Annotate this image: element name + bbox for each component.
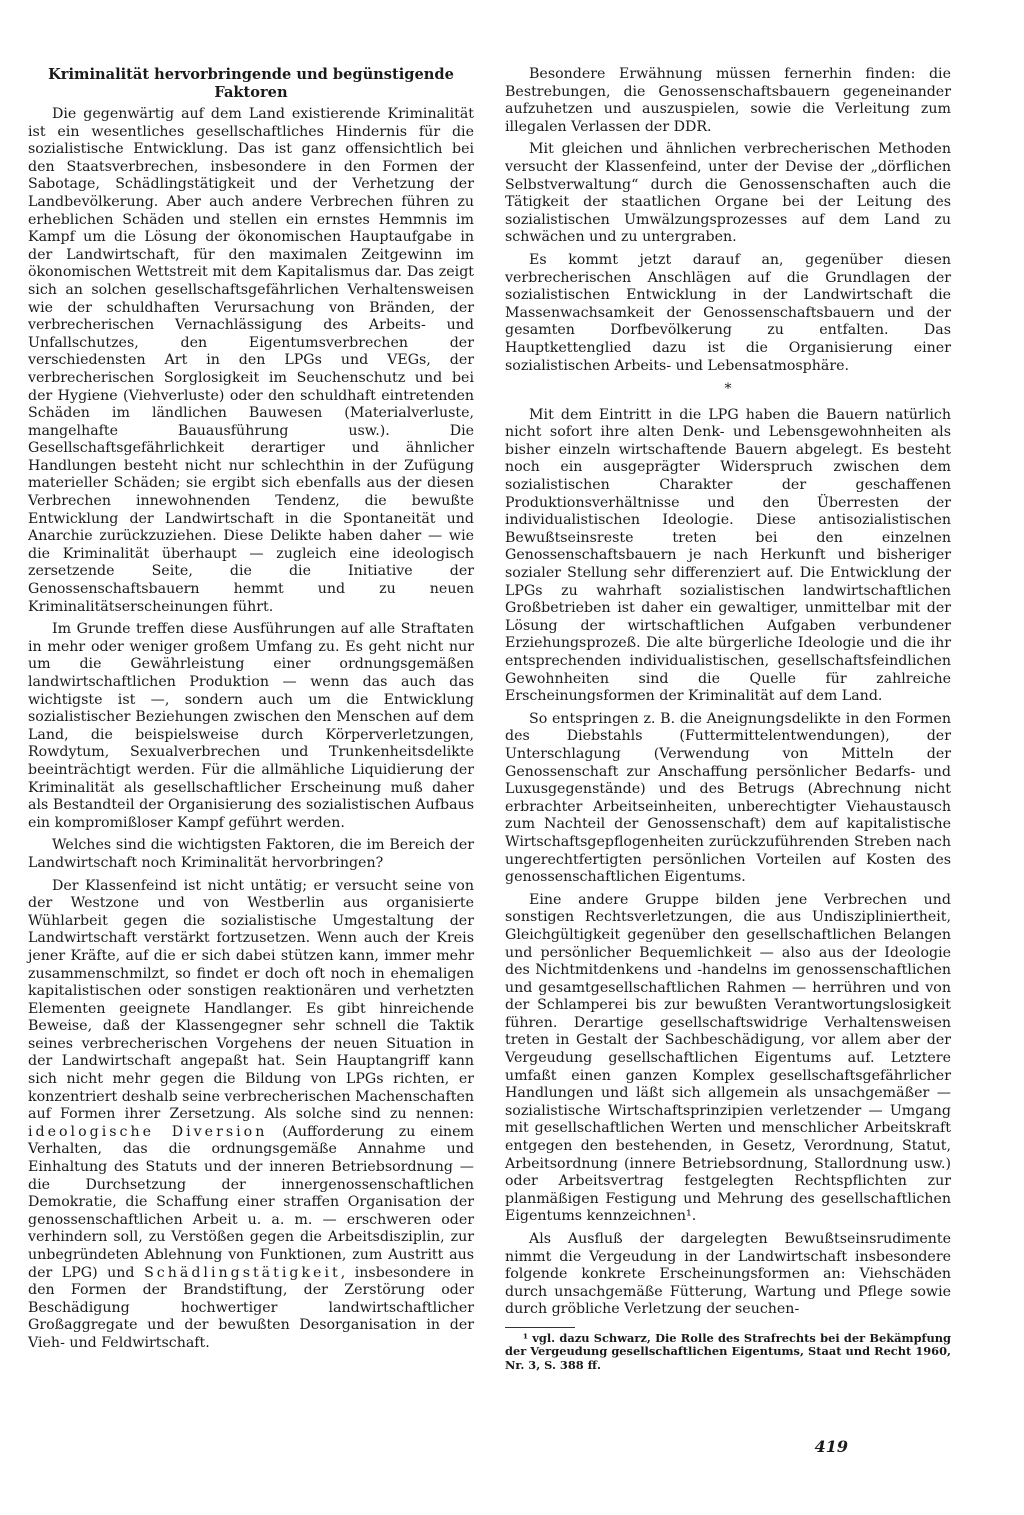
- paragraph: Es kommt jetzt darauf an, gegenüber diesen verbrecherischen Anschlägen auf die Grundlagen der sozialistischen Entwicklung in der Landwirtschaft die Massenwachsamkeit der Genossenschaftsbauern und der gesamten Dorfbevölkerung zu entfalten. Das Hauptkettenglied dazu ist die Organisierung einer sozialistischen Arbeits- und Lebensatmosphäre.: [505, 251, 951, 374]
- paragraph: So entspringen z. B. die Aneignungsdelikte in den Formen des Diebstahls (Futtermittelentwendungen), der Unterschlagung (Verwendung von Mitteln der Genossenschaft zur Anschaffung persönlicher Bedarfs- und Luxusgegenstände) und des Betrugs (Abrechnung nicht erbrachter Arbeitseinheiten, unberechtigter Viehaustausch zum Nachteil der Genossenschaft) dem auf kapitalistische Wirtschaftsgepflogenheiten zurückzuführenden Streben nach ungerechtfertigten persönlichen Vorteilen auf Kosten des genossenschaftlichen Eigentums.: [505, 710, 951, 886]
- paragraph: Besondere Erwähnung müssen fernerhin finden: die Bestrebungen, die Genossenschaftsbauern gegeneinander aufzuhetzen und auszuspielen, sowie die Verleitung zum illegalen Verlassen der DDR.: [505, 66, 951, 135]
- section-divider: *: [724, 381, 732, 398]
- paragraph: Im Grunde treffen diese Ausführungen auf alle Straftaten in mehr oder weniger großem Umfang zu. Es geht nicht nur um die Gewährleistung einer ordnungsgemäßen landwirtschaftlichen Produktion — wenn das auch das wichtigste ist —, sondern auch um die Entwicklung sozialistischer Beziehungen zwischen den Menschen auf dem Land, die beispielsweise durch Körperverletzungen, Rowdytum, Sexualverbrechen und Trunkenheitsdelikte beeinträchtigt werden. Für die allmähliche Liquidierung der Kriminalität als gesellschaftlicher Erscheinung muß daher als Bestandteil der Organisierung des sozialistischen Aufbaus ein kompromißloser Kampf geführt werden.: [28, 621, 474, 831]
- emphasized-term: Schädlingstätigkeit: [144, 1264, 341, 1281]
- emphasized-term: ideologische Diversion: [28, 1123, 268, 1140]
- paragraph: Als Ausfluß der dargelegten Bewußtseinsrudimente nimmt die Vergeudung in der Landwirtschaft insbesondere folgende konkrete Erscheinungsformen an: Viehschäden durch unsachgemäße Fütterung, Wartung und Pflege sowie durch gröbliche Verletzung der seuchen-: [505, 1231, 951, 1318]
- paragraph: Mit dem Eintritt in die LPG haben die Bauern natürlich nicht sofort ihre alten Denk- und Lebensgewohnheiten als bisher einzeln wirtschaftende Bauern abgelegt. Es besteht noch ein ausgeprägter Widerspruch zwischen dem sozialistischen Charakter der geschaffenen Produktionsverhältnisse und den Überresten der individualistischen Ideologie. Diese antisozialistischen Bewußtseinsreste treten bei den einzelnen Genossenschaftsbauern je nach Herkunft und bisheriger sozialer Stellung sehr differenziert auf. Die Entwicklung der LPGs zu wahrhaft sozialistischen landwirtschaftlichen Großbetrieben ist daher ein gewaltiger, unmittelbar mit der Lösung der wirtschaftlichen Aufgaben verbundener Erziehungsprozeß. Die alte bürgerliche Ideologie und die ihr entsprechenden individualistischen, gesellschaftsfeindlichen Gewohnheiten sind die Quelle für zahlreiche Erscheinungsformen der Kriminalität auf dem Land.: [505, 406, 951, 705]
- paragraph: Die gegenwärtig auf dem Land existierende Kriminalität ist ein wesentliches gesellschaftliches Hindernis für die sozialistische Entwicklung. Das ist ganz offensichtlich bei den Staatsverbrechen, insbesondere in den Formen der Sabotage, Schädlingstätigkeit und der Verhetzung der Landbevölkerung. Aber auch andere Verbrechen führen zu erheblichen Schäden und stellen ein ernstes Hemmnis im Kampf um die Lösung der ökonomischen Hauptaufgabe in der Landwirtschaft, für den maximalen Zeitgewinn im ökonomischen Wettstreit mit dem Kapitalismus dar. Das zeigt sich an solchen gesellschaftsgefährlichen Verhaltensweisen wie der schuldhaften Verursachung von Bränden, der verbrecherischen Vernachlässigung des Arbeits- und Unfallschutzes, den Eigentumsverbrechen der verschiedensten Art in den LPGs und VEGs, der verbrecherischen Sorglosigkeit im Seuchenschutz und bei der Hygiene (Viehverluste) oder den schuldhaft eintretenden Schäden im ländlichen Bauwesen (Materialverluste, mangelhafte Bauausführung usw.). Die Gesellschaftsgefährlichkeit derartiger und ähnlicher Handlungen besteht nicht nur schlechthin in der Zufügung materieller Schäden; sie ergibt sich ebenfalls aus der diesen Verbrechen innewohnenden Tendenz, die bewußte Entwicklung der Landwirtschaft in die Spontaneität und Anarchie zurückzuziehen. Diese Delikte haben daher — wie die Kriminalität überhaupt — zugleich eine ideologisch zersetzende Seite, die die Initiative der Genossenschaftsbauern hemmt und zu neuen Kriminalitätserscheinungen führt.: [28, 106, 474, 615]
- footnote-rule: [505, 1327, 575, 1328]
- paragraph-text: (Aufforderung zu einem Verhalten, das die ordnungsgemäße Annahme und Einhaltung des Statuts und der inneren Betriebsordnung — die Durchsetzung der innergenossenschaftlichen Demokratie, die Schaffung einer straffen Organisation der genossenschaftlichen Arbeit u. a. m. — erschweren oder verhindern soll, zu Verstößen gegen die Arbeitsdisziplin, zur unbegründeten Ablehnung von Funktionen, zum Austritt aus der LPG) und: [28, 1123, 474, 1281]
- section-heading: Kriminalität hervorbringende und begünstigende Faktoren: [48, 66, 454, 101]
- right-column: [505, 66, 951, 1372]
- paragraph: Welches sind die wichtigsten Faktoren, die im Bereich der Landwirtschaft noch Kriminalität hervorbringen?: [28, 837, 474, 871]
- paragraph-text: Der Klassenfeind ist nicht untätig; er versucht seine von der Westzone und von Westberlin aus organisierte Wühlarbeit gegen die sozialistische Umgestaltung der Landwirtschaft verstärkt fortzusetzen. Wenn auch der Kreis jener Kräfte, auf die er sich dabei stützen kann, immer mehr zusammenschmilzt, so findet er doch oft noch in ehemaligen kapitalistischen oder sonstigen reaktionären und verhetzten Elementen geeignete Handlanger. Es gibt hinreichende Beweise, daß der Klassengegner sehr schnell die Taktik seines verbrecherischen Vorgehens der neuen Situation in der Landwirtschaft angepaßt hat. Sein Hauptangriff kann sich nicht mehr gegen die Bildung von LPGs richten, er konzentriert deshalb seine verbrecherischen Machenschaften auf Formen ihrer Zersetzung. Als solche sind zu nennen:: [28, 877, 475, 1123]
- paragraph: Eine andere Gruppe bilden jene Verbrechen und sonstigen Rechtsverletzungen, die aus Undiszipliniertheit, Gleichgültigkeit gegenüber den gesellschaftlichen Belangen und persönlicher Bequemlichkeit — also aus der Ideologie des Nichtmitdenkens und -handelns im genossenschaftlichen und gesamtgesellschaftlichen Rahmen — herrühren und von der Schlamperei bis zur bewußten Verantwortungslosigkeit führen. Derartige gesellschaftswidrige Verhaltensweisen treten in Gestalt der Sachbeschädigung, vor allem aber der Vergeudung gesellschaftlichen Eigentums auf. Letztere umfaßt einen ganzen Komplex gesellschaftsgefährlicher Handlungen und läßt sich allgemein als unsachgemäßer — sozialistische Wirtschaftsprinzipien verletzender — Umgang mit gesellschaftlichen Werten und menschlicher Arbeitskraft entgegen den bestehenden, in Gesetz, Verordnung, Statut, Arbeitsordnung (innere Betriebsordnung, Stallordnung usw.) oder Arbeitsvertrag festgelegten Rechtspflichten zur planmäßigen Festigung und Mehrung des gesellschaftlichen Eigentums kennzeichnen¹.: [505, 891, 951, 1225]
- paragraph: [28, 878, 474, 1353]
- page-number: 419: [814, 1437, 848, 1456]
- paragraph: Mit gleichen und ähnlichen verbrecherischen Methoden versucht der Klassenfeind, unter der Devise der „dörflichen Selbstverwaltung“ durch die Genossenschaften auch die Tätigkeit der staatlichen Organe bei der Leitung des sozialistischen Umwälzungsprozesses auf dem Land zu schwächen und zu untergraben.: [505, 141, 951, 246]
- document-page: [28, 66, 951, 1486]
- footnote: ¹ vgl. dazu Schwarz, Die Rolle des Strafrechts bei der Bekämpfung der Vergeudung gesellschaftlichen Eigentums, Staat und Recht 1960, Nr. 3, S. 388 ff.: [505, 1330, 951, 1372]
- paragraph-text: , insbesondere in den Formen der Brandstiftung, der Zerstörung oder Beschädigung hochwertiger landwirtschaftlicher Großaggregate und der bewußten Desorganisation in der Vieh- und Feldwirtschaft.: [28, 1264, 475, 1351]
- left-column: [28, 66, 474, 1358]
